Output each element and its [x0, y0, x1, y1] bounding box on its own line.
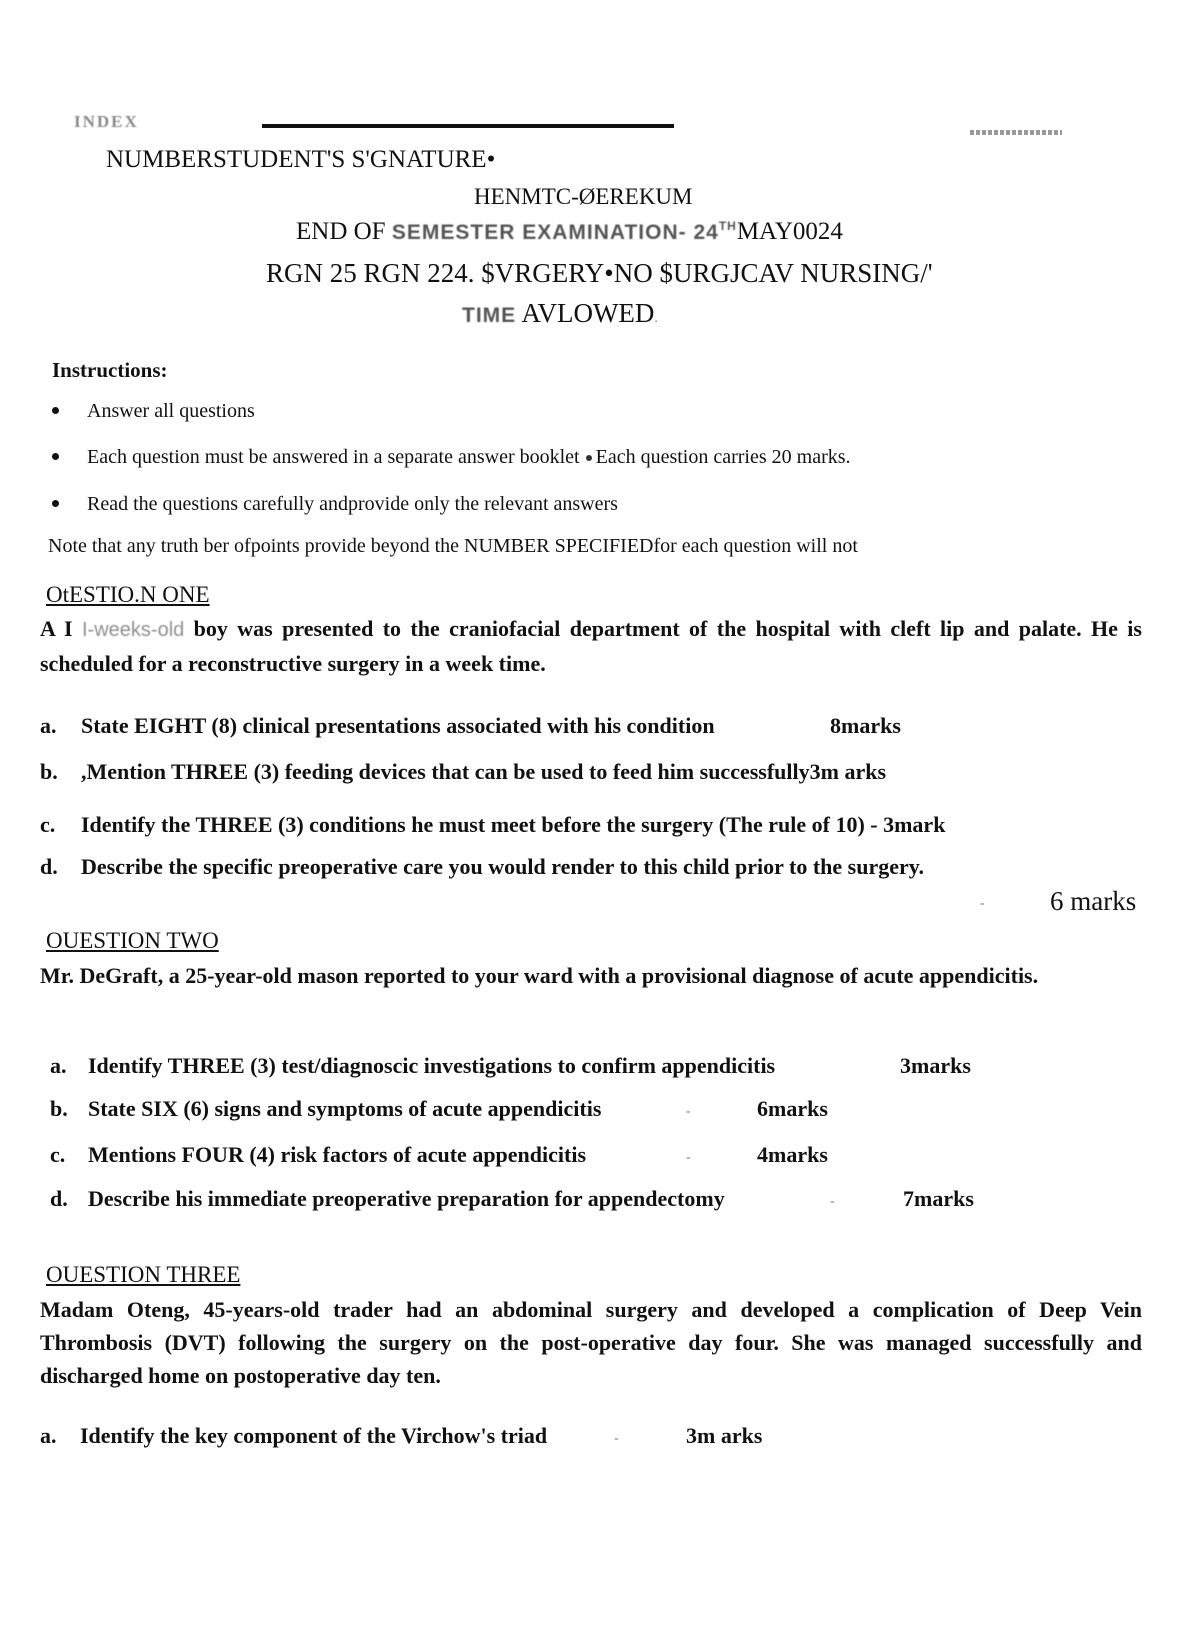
q1-item-text: Describe the specific preoperative care you would render to this child prior to the surgery.: [81, 854, 925, 879]
signature-line: [262, 124, 674, 128]
q1-item-marks: 6 marks: [1050, 886, 1137, 916]
q2-item-marks: 7marks: [903, 1186, 974, 1211]
q2-item-text: State SIX (6) signs and symptoms of acute appendicitis: [88, 1096, 602, 1121]
bullet: [52, 453, 59, 460]
q1-intro-blurred-age: I-weeks-old: [82, 619, 185, 641]
instruction-item-text: Each question must be answered in a separate answer booklet: [87, 446, 580, 468]
header-time-allowed: [462, 298, 658, 329]
q2-item-letter: a.: [50, 1053, 67, 1078]
q1-intro-rest: boy was presented to the craniofacial department of the hospital with cleft lip and palate. He is scheduled for a reconstructive surgery in a week time.: [40, 616, 1142, 676]
q1-item-text: State EIGHT (8) clinical presentations associated with his condition: [81, 713, 715, 738]
time-dot: .: [654, 311, 658, 326]
q2-item-text: Describe his immediate preoperative preparation for appendectomy: [88, 1186, 725, 1211]
marks-dash: -: [686, 1150, 691, 1165]
q1-item-letter: b.: [40, 759, 58, 784]
marks-dash: -: [980, 896, 985, 911]
header-course: RGN 25 RGN 224. $VRGERY•NO $URGJCAV NURSING/': [266, 258, 933, 288]
exam-title-prefix: END OF: [296, 218, 392, 245]
q1-intro: [40, 612, 1142, 680]
q2-item-marks: 3marks: [900, 1053, 971, 1078]
q1-item-letter: d.: [40, 854, 58, 879]
header-exam-title: [296, 218, 843, 246]
instructions-title: Instructions:: [52, 358, 168, 382]
q1-item-text: Identify the THREE (3) conditions he must meet before the surgery (The rule of 10) - 3mark: [81, 812, 946, 837]
q2-heading: OUESTION TWO: [46, 928, 219, 953]
q2-item-marks: 6marks: [757, 1096, 828, 1121]
bullet: [52, 500, 59, 507]
q3-item-text: Identify the key component of the Virchow's triad: [80, 1423, 548, 1448]
q2-intro: Mr. DeGraft, a 25-year-old mason reported to your ward with a provisional diagnose of acute appendicitis.: [40, 963, 1039, 988]
q3-item-marks: 3m arks: [686, 1423, 763, 1448]
instruction-item-text: Each question carries 20 marks.: [595, 446, 851, 468]
q2-item-text: Identify THREE (3) test/diagnoscic investigations to confirm appendicitis: [88, 1053, 776, 1078]
q1-item-letter: c.: [40, 812, 56, 837]
q2-item-letter: d.: [50, 1186, 68, 1211]
q2-item-marks: 4marks: [757, 1142, 828, 1167]
instruction-item: [87, 446, 851, 469]
index-label: INDEX: [74, 112, 139, 131]
q1-intro-prefix: A I: [40, 616, 82, 641]
time-allowed-text: AVLOWED: [516, 298, 655, 328]
inline-bullet: [586, 455, 592, 461]
q1-item-letter: a.: [40, 713, 57, 738]
q3-item-letter: a.: [40, 1423, 57, 1448]
marks-dash: -: [830, 1194, 835, 1209]
q1-item-marks: 8marks: [830, 713, 901, 738]
time-tag: TIME: [462, 304, 517, 327]
header-institution: HENMTC-ØEREKUM: [474, 184, 693, 209]
marks-dash: -: [614, 1431, 619, 1446]
q2-item-text: Mentions FOUR (4) risk factors of acute appendicitis: [88, 1142, 587, 1167]
instructions-note: Note that any truth ber ofpoints provide beyond the NUMBER SPECIFIEDfor each question will not: [48, 535, 858, 557]
q3-heading: OUESTION THREE: [46, 1262, 241, 1287]
faint-dotted-mark: [970, 130, 1062, 135]
q1-heading: OtESTIO.N ONE: [46, 582, 210, 607]
q2-item-letter: c.: [50, 1142, 66, 1167]
exam-title-tag: SEMESTER EXAMINATION- 24: [391, 221, 719, 244]
instruction-item: Read the questions carefully andprovide only the relevant answers: [87, 493, 618, 515]
q2-item-letter: b.: [50, 1096, 68, 1121]
instruction-item: Answer all questions: [87, 400, 255, 422]
q3-intro: Madam Oteng, 45-years-old trader had an abdominal surgery and developed a complication of Deep Vein Thrombosis (DVT) following the surgery on the post-operative day four. She was managed successfully and discharged home on postoperative day ten.: [40, 1297, 1142, 1388]
bullet: [52, 407, 59, 414]
exam-title-sup: TH: [718, 218, 737, 233]
header-number-signature: NUMBERSTUDENT'S S'GNATURE•: [106, 146, 496, 173]
q1-item-text: ,Mention THREE (3) feeding devices that can be used to feed him successfully3m arks: [81, 759, 887, 784]
marks-dash: -: [686, 1104, 691, 1119]
exam-title-suffix: MAY0024: [736, 218, 843, 245]
